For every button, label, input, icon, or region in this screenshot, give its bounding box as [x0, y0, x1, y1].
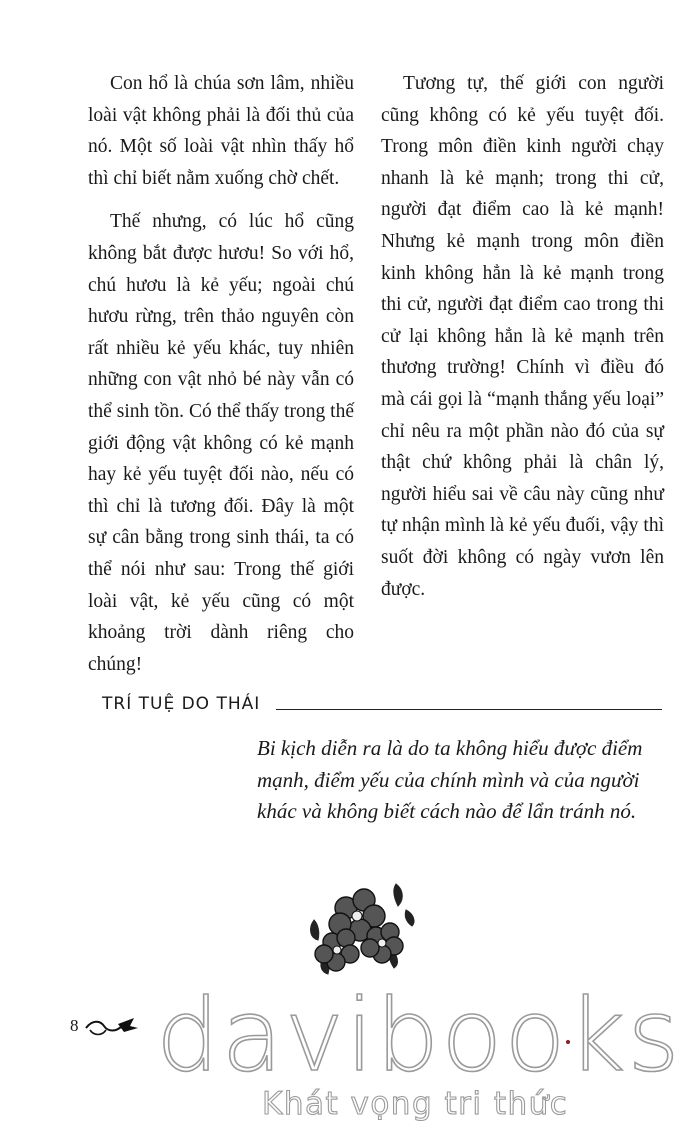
left-column	[88, 68, 354, 692]
flower-illustration-icon	[306, 880, 418, 980]
watermark-brand: davibooks	[156, 977, 682, 1094]
section-title: TRÍ TUỆ DO THÁI	[102, 694, 261, 714]
paragraph: Thế nhưng, có lúc hổ cũng không bắt được hươu! So với hổ, chú hươu là kẻ yếu; ngoài chú hươu rừng, trên thảo nguyên còn rất nhiều kẻ yếu khác, tuy nhiên những con vật nhỏ bé này vẫn có thể sinh tồn. Có thể thấy trong thế giới động vật không có kẻ mạnh hay kẻ yếu tuyệt đối nào, nếu có thì chỉ là tương đối. Đây là một sự cân bằng trong sinh thái, ta có thể nói như sau: Trong thế giới loài vật, kẻ yếu cũng có một khoảng trời dành riêng cho chúng!	[88, 211, 354, 675]
paragraph: Con hổ là chúa sơn lâm, nhiều loài vật không phải là đối thủ của nó. Một số loài vật nhìn thấy hổ thì chỉ biết nằm xuống chờ chết.	[88, 73, 354, 189]
page-number: 8	[70, 1016, 79, 1035]
watermark-tagline: Khát vọng tri thức	[262, 1086, 569, 1122]
section-rule	[276, 709, 662, 710]
page-ornament-icon	[82, 1014, 140, 1038]
quote-text: Bi kịch diễn ra là do ta không hiểu được điểm mạnh, điểm yếu của chính mình và của người khác và không biết cách nào để lẩn tránh nó.	[257, 736, 643, 823]
paragraph: Tương tự, thế giới con người cũng không có kẻ yếu tuyệt đối. Trong môn điền kinh người chạy nhanh là kẻ mạnh; trong thi cử, người đạt điểm cao là kẻ mạnh! Nhưng kẻ mạnh trong môn điền kinh không hẳn là kẻ mạnh trong thi cử, người đạt điểm cao trong thi cử lại không hẳn là kẻ mạnh trên thương trường! Chính vì điều đó mà cái gọi là “mạnh thắng yếu loại” chỉ nêu ra một phần nào đó của sự thật chứ không phải là chân lý, người hiểu sai về câu này cũng như tự nhận mình là kẻ yếu đuối, vậy thì suốt đời không có ngày vươn lên được.	[381, 73, 664, 600]
right-column	[381, 68, 664, 617]
section-header	[102, 690, 662, 714]
